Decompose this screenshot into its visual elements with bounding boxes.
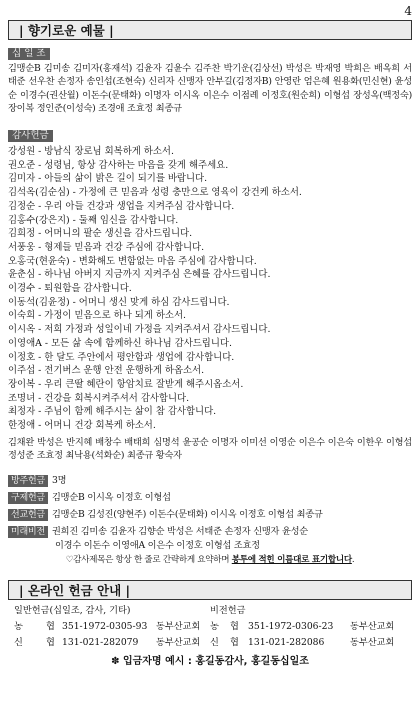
row-label: 미래비전 (8, 526, 48, 538)
thanks-item: 이시옥 - 저희 가정과 성일이네 가정을 지켜주셔서 감사드립니다. (8, 324, 271, 336)
thanks-item: 서풍웅 - 형제들 믿음과 건강 주심에 감사합니다. (8, 241, 205, 253)
thanks-item: 권오준 - 성령님, 항상 감사하는 마음을 갖게 해주세요. (8, 159, 229, 171)
bank-name-sub: 협 (230, 637, 239, 648)
thanks-item: 조명녀 - 건강을 회복시켜주셔서 감사합니다. (8, 392, 190, 404)
account-holder: 동부산교회 (156, 637, 201, 648)
bank-name-sub: 협 (46, 637, 55, 648)
thanks-item: 한정애 - 어머니 건강 회복케 하소서. (8, 420, 156, 432)
left-heading: 일반헌금(십일조, 감사, 기타) (14, 605, 131, 616)
bank-name-sub: 협 (230, 621, 239, 632)
thanks-item: 이경수 - 퇴원함을 감사합니다. (8, 283, 132, 295)
thanks-item: 이숙희 - 가정이 믿음으로 하나 되게 하소서. (8, 310, 186, 322)
bank-name: 농 (210, 621, 219, 632)
thanks-item: 강성원 - 방남식 장로님 회복하게 하소서. (8, 146, 174, 157)
tithe-label: 십 일 조 (8, 48, 50, 60)
note: ♡감사제목은 항상 한 줄로 간략하게 요약하며 봉투에 적힌 이름대로 표기합니다. (65, 555, 355, 565)
thanks-item: 윤춘심 - 하나님 아버지 지금까지 지켜주심 은혜를 감사드립니다. (8, 269, 271, 281)
row-mission-offering (8, 508, 412, 521)
thanks-item: 김희정 - 어머니의 팔순 생신을 감사드립니다. (8, 228, 193, 240)
thanks-list (8, 145, 412, 433)
section-title-offering: | 향기로운 예물 | (8, 20, 412, 40)
account-number: 351-1972-0305-93 (62, 621, 148, 632)
row-relief-offering (8, 491, 412, 504)
bank-name-sub: 협 (46, 621, 55, 632)
right-heading: 비전헌금 (210, 605, 246, 616)
bank-name: 농 (14, 621, 23, 632)
thanks-item: 장이복 - 우리 큰딸 혜란이 항암치료 잘받게 해주시옵소서. (8, 378, 244, 390)
row-ark-offering (8, 474, 412, 487)
thanks-item: 이영애A - 모든 삶 속에 함께하신 하나님 감사드립니다. (8, 337, 232, 349)
thanks-item: 김정순 - 우리 아들 건강과 생업을 지켜주심 감사합니다. (8, 200, 235, 212)
note-emphasis: 봉투에 적힌 이름대로 표기합니다 (231, 555, 352, 565)
row-text: 3명 (51, 475, 67, 486)
page-number: 4 (404, 4, 412, 18)
account-holder: 동부산교회 (350, 637, 395, 648)
row-text: 권희진 김미송 김윤자 김향순 박성은 서태준 손정자 신맹자 윤성순 (51, 526, 308, 537)
row-label: 선교헌금 (8, 509, 48, 521)
row-label: 방주헌금 (8, 475, 48, 487)
deposit-example: ✽ 입금자명 예시 : 홍길동감사, 홍길동십일조 (111, 656, 309, 667)
row-text: 김맹순B 김성진(양현주) 이돈수(문태화) 이시옥 이정호 이형섭 최종규 (51, 509, 323, 520)
thanks-item: 이정호 - 한 달도 주안에서 평안함과 생업에 감사합니다. (8, 351, 235, 363)
account-holder: 동부산교회 (156, 621, 201, 632)
account-number: 131-021-282086 (248, 637, 325, 648)
extra-names: 김채완 박성은 반지혜 배창수 배태희 심명석 윤공순 이명자 이미선 이영순 이은수 이은숙 이한우 이형섭 정성준 조효정 최낙용(석화순) 최종규 황숙자 (8, 437, 412, 462)
row-future-vision (8, 525, 412, 538)
tithe-names: 김맹순B 김미송 김미자(홍재석) 김윤자 김윤수 김주찬 박기운(김상선) 박성은 박재영 박희은 배옥희 서태준 선우찬 손정자 송인섭(조현숙) 신리자 신맹자 안부길(김정자B) 안영란 엄은혜 원용화(민신현) 윤성순 이경수(권산월) 이돈수(문태화) 이명자 이시옥 이은수 이점례 이정호(원순희) 이형섭 장성옥(백정숙) 장이복 정인준(이성숙) 조경애 조효정 최종규 (8, 63, 412, 114)
thanks-item: 김홍수(강은지) - 둘째 임신을 감사합니다. (8, 214, 179, 226)
bank-name: 신 (14, 637, 23, 648)
thanks-item: 김석옥(김순심) - 가정에 큰 믿음과 성령 충만으로 영육이 강건케 하소서. (8, 187, 302, 199)
account-holder: 동부산교회 (350, 621, 395, 632)
account-number: 351-1972-0306-23 (248, 621, 334, 632)
thanks-item: 이동석(김윤정) - 어머니 생신 맞게 하심 감사드립니다. (8, 296, 230, 308)
row-text: 김맹순B 이시옥 이정호 이형섭 (51, 492, 171, 503)
thanks-item: 김미자 - 아들의 삶이 밝은 길이 되기를 바랍니다. (8, 173, 208, 185)
row-label: 구제헌금 (8, 492, 48, 504)
thanks-item: 최정자 - 주님이 함께 해주시는 삶이 참 감사합니다. (8, 406, 217, 418)
thanks-label: 감사헌금 (8, 130, 53, 142)
thanks-item: 이주섭 - 전기버스 운행 안전 운행하게 하옵소서. (8, 365, 205, 377)
section-title-online: | 온라인 헌금 안내 | (8, 580, 412, 600)
bank-name: 신 (210, 637, 219, 648)
thanks-item: 오홍국(현윤숙) - 변화해도 변함없는 마음 주심에 감사합니다. (8, 255, 257, 267)
row-future-vision-cont: 이경수 이돈수 이영애A 이은수 이정호 이형섭 조효정 (55, 540, 260, 551)
account-number: 131-021-282079 (62, 637, 139, 648)
